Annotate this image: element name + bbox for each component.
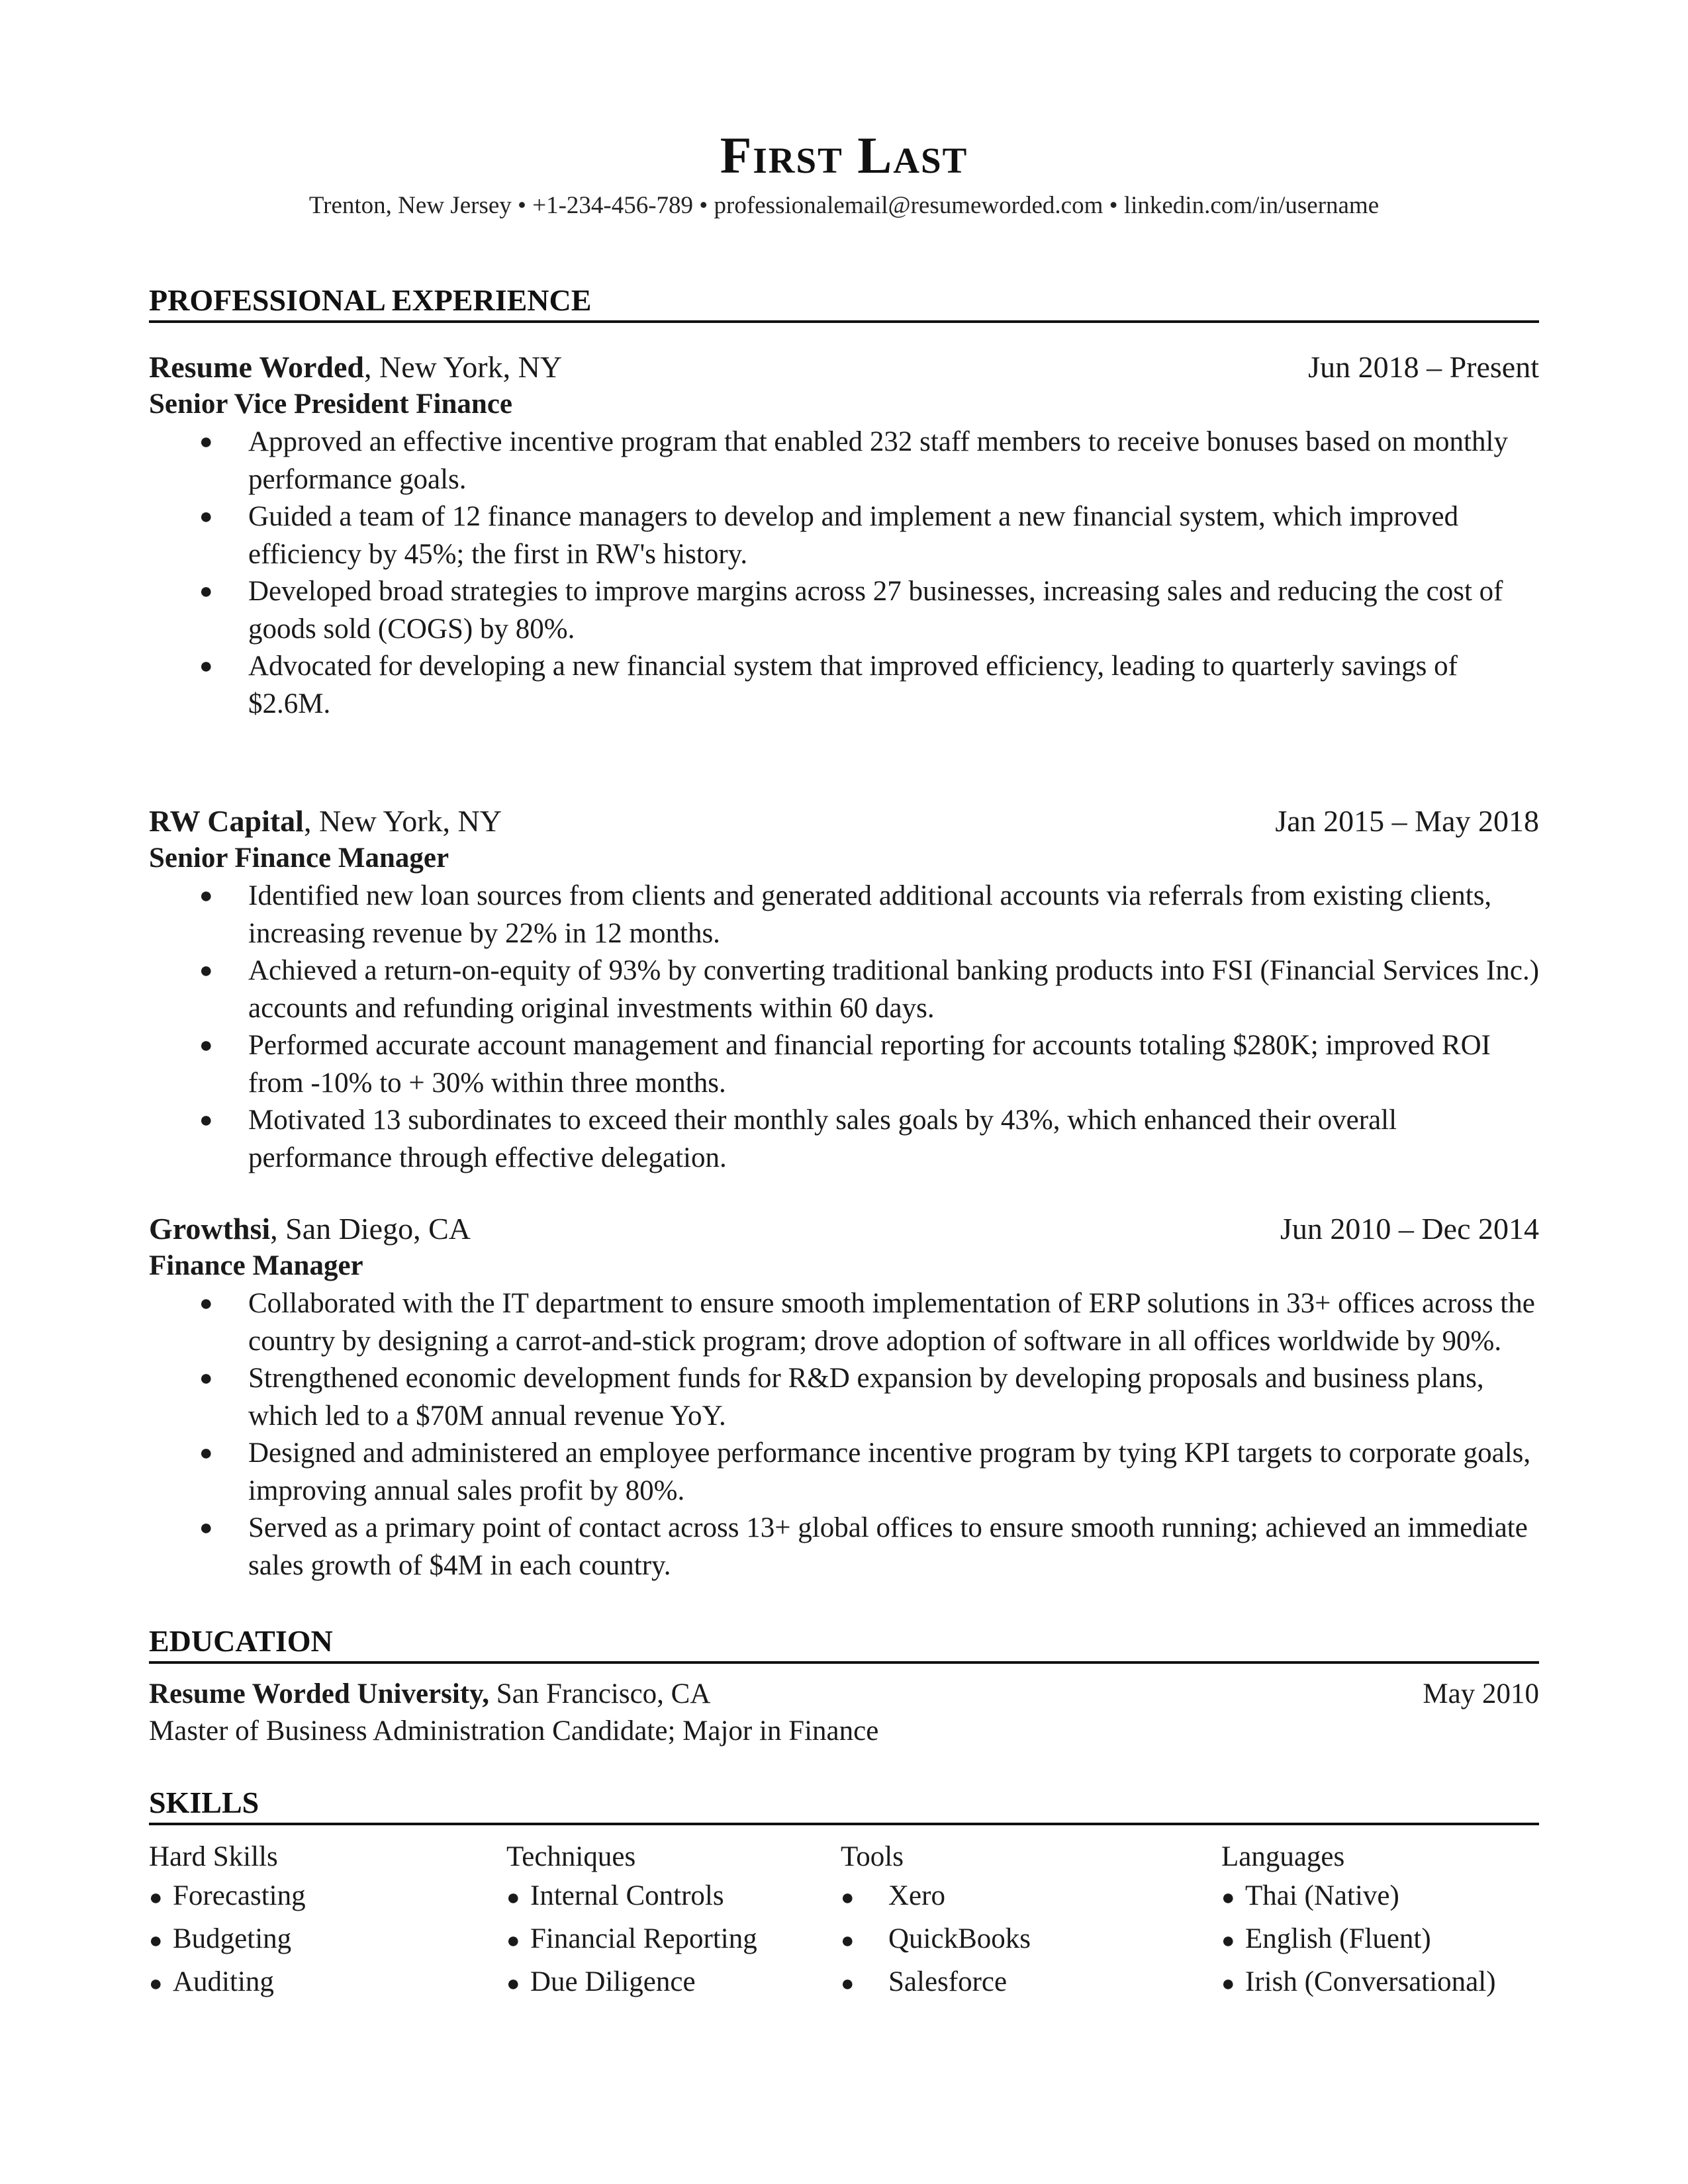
skill-column-hard-skills — [149, 1839, 306, 2005]
job-header — [149, 348, 1539, 387]
skill-text: Xero — [888, 1880, 945, 1911]
bullet-icon: ● — [149, 1972, 163, 1996]
skill-column-heading: Hard Skills — [149, 1841, 278, 1872]
skill-text: English (Fluent) — [1245, 1923, 1431, 1954]
bullet-icon: ● — [149, 1886, 163, 1910]
skill-column-heading: Languages — [1221, 1841, 1345, 1872]
bullet-icon: ● — [149, 1929, 163, 1953]
bullet-item — [149, 424, 1539, 498]
skill-item — [149, 1919, 306, 1962]
bullet-icon: ● — [199, 1366, 213, 1390]
section-title-experience: PROFESSIONAL EXPERIENCE — [149, 282, 1539, 323]
bullet-icon: ● — [506, 1972, 520, 1996]
bullet-icon: ● — [199, 430, 213, 454]
skill-item — [506, 1919, 757, 1962]
company-location: , New York, NY — [364, 350, 563, 384]
skill-item — [1221, 1919, 1496, 1962]
bullet-item — [149, 1285, 1539, 1360]
company-location: , New York, NY — [303, 804, 502, 838]
job-employer — [149, 802, 502, 841]
bullet-list — [149, 1285, 1539, 1584]
bullet-icon: ● — [199, 1033, 213, 1058]
job-entry — [149, 1210, 1539, 1584]
bullet-icon: ● — [199, 884, 213, 908]
education-entry — [149, 1676, 1539, 1713]
skill-text: Financial Reporting — [530, 1923, 757, 1954]
skill-item — [1221, 1962, 1496, 2005]
skill-item — [506, 1876, 757, 1919]
bullet-item — [149, 498, 1539, 573]
contact-line: Trenton, New Jersey • +1-234-456-789 • professionalemail@resumeworded.com • linkedin.com/in/username — [308, 192, 1380, 219]
graduation-date: May 2010 — [1423, 1678, 1539, 1709]
bullet-icon: ● — [199, 654, 213, 678]
bullet-icon: ● — [841, 1886, 855, 1910]
company-name: Resume Worded — [149, 350, 364, 384]
skill-text: Budgeting — [173, 1923, 292, 1954]
skill-text: Forecasting — [173, 1880, 306, 1911]
bullet-text: Identified new loan sources from clients and generated additional accounts via referrals from existing clients, increasing revenue by 22% in 12 months. — [248, 880, 1492, 949]
skill-item — [841, 1962, 1031, 2005]
bullet-item — [149, 878, 1539, 952]
skill-text: Irish (Conversational) — [1245, 1966, 1496, 1997]
bullet-text: Advocated for developing a new financial system that improved efficiency, leading to quarterly savings of $2.6M. — [248, 651, 1458, 719]
skill-text: Due Diligence — [530, 1966, 696, 1997]
bullet-text: Performed accurate account management and financial reporting for accounts totaling $280K; improved ROI from -10% to + 30% within three months. — [248, 1030, 1491, 1099]
bullet-item — [149, 1435, 1539, 1510]
skill-item — [841, 1876, 1031, 1919]
bullet-icon: ● — [841, 1929, 855, 1953]
bullet-text: Collaborated with the IT department to ensure smooth implementation of ERP solutions in 33+ offices across the country by designing a carrot-and-stick program; drove adoption of software in all offices worldwide by 90%. — [248, 1288, 1535, 1357]
job-dates: Jan 2015 – May 2018 — [1275, 804, 1539, 838]
job-header — [149, 802, 1539, 841]
bullet-item — [149, 648, 1539, 723]
bullet-icon: ● — [199, 958, 213, 983]
bullet-icon: ● — [1221, 1929, 1235, 1953]
company-location: , San Diego, CA — [270, 1212, 471, 1246]
school-name: Resume Worded University, — [149, 1678, 490, 1709]
bullet-text: Served as a primary point of contact across 13+ global offices to ensure smooth running; achieved an immediate sales growth of $4M in each country. — [248, 1512, 1528, 1581]
education-school-line — [149, 1676, 710, 1713]
bullet-icon: ● — [841, 1972, 855, 1996]
bullet-icon: ● — [199, 1441, 213, 1465]
bullet-icon: ● — [199, 1108, 213, 1132]
skill-text: Internal Controls — [530, 1880, 724, 1911]
bullet-icon: ● — [199, 504, 213, 529]
skill-column-tools — [841, 1839, 1031, 2005]
skills-grid — [149, 1839, 1539, 2017]
bullet-item — [149, 573, 1539, 648]
skill-item — [149, 1876, 306, 1919]
bullet-list — [149, 878, 1539, 1177]
job-employer — [149, 348, 562, 387]
bullet-text: Designed and administered an employee performance incentive program by tying KPI targets to corporate goals, improving annual sales profit by 80%. — [248, 1437, 1531, 1506]
job-title: Finance Manager — [149, 1250, 363, 1281]
job-employer — [149, 1210, 471, 1248]
bullet-text: Motivated 13 subordinates to exceed their monthly sales goals by 43%, which enhanced their overall performance through effective delegation. — [248, 1105, 1397, 1173]
bullet-item — [149, 952, 1539, 1027]
job-header — [149, 1210, 1539, 1248]
skill-text: Auditing — [173, 1966, 274, 1997]
bullet-icon: ● — [506, 1929, 520, 1953]
skill-text: QuickBooks — [888, 1923, 1031, 1954]
resume-page — [149, 126, 1539, 2017]
job-entry — [149, 348, 1539, 723]
bullet-item — [149, 1027, 1539, 1102]
bullet-icon: ● — [506, 1886, 520, 1910]
skill-column-techniques — [506, 1839, 757, 2005]
skill-item — [841, 1919, 1031, 1962]
bullet-text: Strengthened economic development funds for R&D expansion by developing proposals and business plans, which led to a $70M annual revenue YoY. — [248, 1363, 1484, 1432]
skill-item — [1221, 1876, 1496, 1919]
company-name: Growthsi — [149, 1212, 271, 1246]
bullet-icon: ● — [199, 1291, 213, 1316]
skill-item — [506, 1962, 757, 2005]
bullet-icon: ● — [199, 1516, 213, 1540]
skill-column-heading: Tools — [841, 1841, 904, 1872]
company-name: RW Capital — [149, 804, 304, 838]
skill-column-languages — [1221, 1839, 1496, 2005]
job-title: Senior Finance Manager — [149, 842, 449, 874]
skill-text: Thai (Native) — [1245, 1880, 1399, 1911]
job-entry — [149, 802, 1539, 1177]
bullet-icon: ● — [1221, 1886, 1235, 1910]
section-title-skills: SKILLS — [149, 1784, 1539, 1825]
bullet-icon: ● — [199, 579, 213, 604]
bullet-text: Developed broad strategies to improve margins across 27 businesses, increasing sales and reducing the cost of goods sold (COGS) by 80%. — [248, 576, 1503, 645]
bullet-icon: ● — [1221, 1972, 1235, 1996]
candidate-name: First Last — [720, 126, 968, 184]
skill-item — [149, 1962, 306, 2005]
school-location: San Francisco, CA — [489, 1678, 711, 1709]
bullet-item — [149, 1360, 1539, 1435]
job-title: Senior Vice President Finance — [149, 388, 513, 420]
degree: Master of Business Administration Candidate; Major in Finance — [149, 1715, 879, 1747]
bullet-text: Achieved a return-on-equity of 93% by converting traditional banking products into FSI (Financial Services Inc.) accounts and refunding original investments within 60 days. — [248, 955, 1540, 1024]
job-dates: Jun 2010 – Dec 2014 — [1280, 1212, 1539, 1246]
bullet-list — [149, 424, 1539, 723]
skill-text: Salesforce — [888, 1966, 1008, 1997]
bullet-item — [149, 1102, 1539, 1177]
bullet-text: Guided a team of 12 finance managers to develop and implement a new financial system, which improved efficiency by 45%; the first in RW's history. — [248, 501, 1459, 570]
section-title-education: EDUCATION — [149, 1623, 1539, 1664]
job-dates: Jun 2018 – Present — [1308, 350, 1539, 384]
bullet-text: Approved an effective incentive program that enabled 232 staff members to receive bonuses based on monthly performance goals. — [248, 426, 1508, 495]
bullet-item — [149, 1510, 1539, 1584]
skill-column-heading: Techniques — [506, 1841, 636, 1872]
